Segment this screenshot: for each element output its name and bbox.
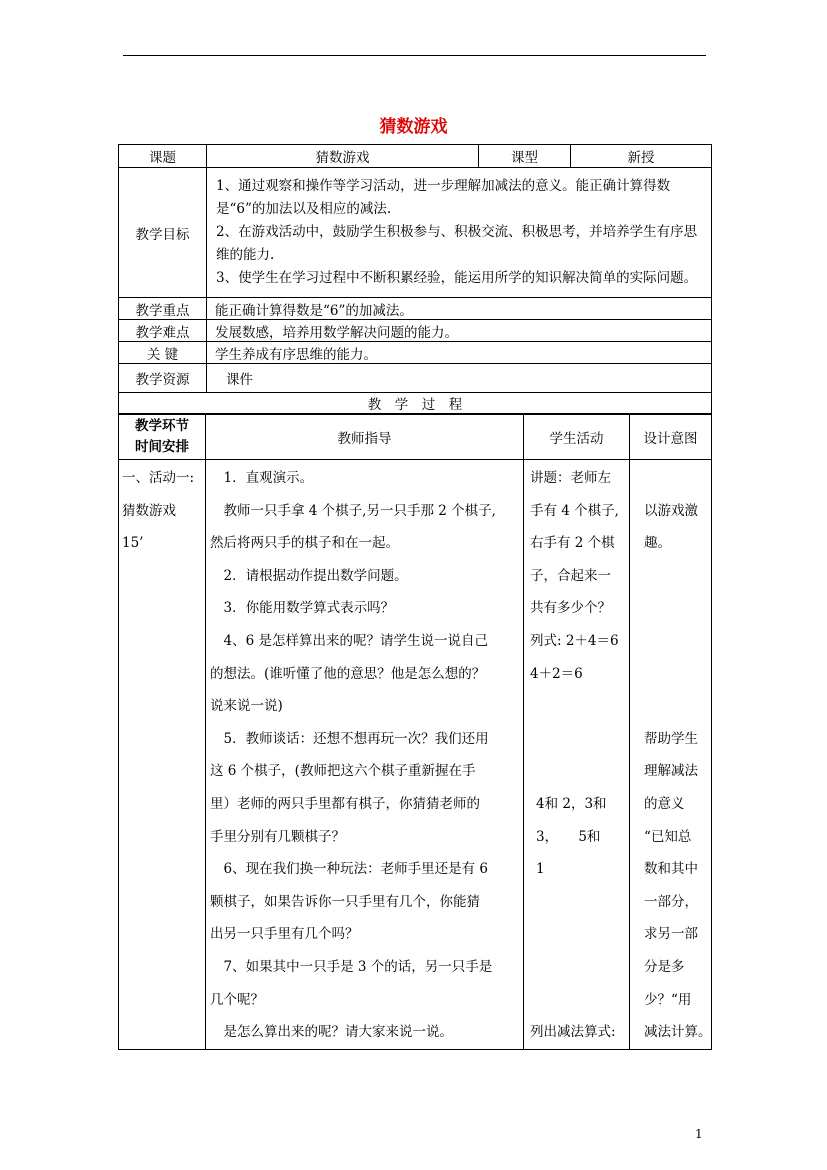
header-rule [123,55,706,56]
student-spacer [530,918,629,951]
teacher-line: 5．教师谈话：还想不想再玩一次？我们还用 [210,730,489,747]
intent-line: 理解减法 [644,763,698,780]
teacher-line: 然后将两只手的棋子和在一起。 [210,535,399,552]
student-line: 讲题：老师左 [530,470,611,486]
teacher-line: 出另一只手里有几个吗？ [210,926,359,943]
lesson-info-table [118,144,712,414]
intent-line: “已知总 [644,828,692,845]
student-spacer [530,755,629,788]
type-label: 课型 [479,145,571,168]
goals-label: 教学目标 [119,168,207,298]
teacher-guidance-cell [206,460,524,1050]
teacher-line: 的想法。(谁听懂了他的意思？他是怎么想的？ [210,665,486,682]
intent-spacer [644,560,711,593]
intent-spacer [644,592,711,625]
student-header: 学生活动 [524,415,630,460]
intent-line: 减法计算。 [644,1024,712,1041]
stage-line: 一、活动一: [122,470,195,486]
intent-header: 设计意图 [630,415,712,460]
difficulty-label: 教学难点 [119,320,207,342]
type-value: 新授 [571,145,712,168]
design-intent-cell [630,460,712,1050]
teacher-line: 是怎么算出来的呢？请大家来说一说。 [210,1024,453,1041]
teacher-line: 手里分别有几颗棋子？ [210,828,345,845]
teacher-line: 里）老师的两只手里都有棋子，你猜猜老师的 [210,795,480,812]
intent-line: 一部分， [644,893,698,910]
student-spacer [530,951,629,984]
teacher-line: 几个呢？ [210,991,264,1008]
intent-line: 帮助学生 [644,730,698,747]
stage-header-line-2: 时间安排 [135,439,189,455]
difficulty-value: 发展数感，培养用数学解决问题的能力。 [207,320,712,342]
teacher-line: 这 6 个棋子，(教师把这六个棋子重新握在手 [210,763,476,780]
stage-cell [119,460,206,1050]
student-line: 右手有 2 个棋 [530,535,615,552]
student-line: 4和 2，3和 [536,795,607,812]
teacher-line: 教师一只手拿 4 个棋子,另一只手那 2 个棋子, [210,502,496,519]
intent-spacer [644,690,711,723]
teacher-line: 说来说一说) [210,698,283,715]
intent-spacer [644,625,711,658]
teacher-line: 7、如果其中一只手是 3 个的话，另一只手是 [210,958,493,975]
key-value: 学生养成有序思维的能力。 [207,342,712,364]
process-table [118,414,712,1050]
student-line: 列式: 2＋4＝6 [530,632,619,649]
student-line: 1 [536,861,545,878]
teacher-line: 颗棋子，如果告诉你一只手里有几个，你能猜 [210,893,480,910]
goal-2: 2、在游戏活动中，鼓励学生积极参与、积极交流、积极思考，并培养学生有序思维的能力. [216,224,698,263]
teacher-line: 1．直观演示。 [210,470,314,486]
student-line: 4＋2＝6 [530,665,583,682]
page-number: 1 [695,1127,703,1141]
student-line: 手有 4 个棋子, [530,502,619,519]
stage-header [119,415,206,460]
stage-line: 15’ [122,535,144,552]
student-spacer [530,984,629,1017]
process-banner: 教 学 过 程 [119,393,712,414]
resource-value: 课件 [207,364,712,393]
stage-line: 猜数游戏 [122,502,176,519]
teacher-line: 4、6 是怎样算出来的呢？请学生说一说自己 [210,632,488,649]
page-title: 猜数游戏 [379,117,448,137]
intent-spacer [644,462,711,495]
goals-cell [207,168,712,298]
goal-3: 3、使学生在学习过程中不断积累经验，能运用所学的知识解决简单的实际问题。 [216,270,698,286]
intent-line: 求另一部 [644,926,698,943]
student-activity-cell [524,460,630,1050]
teacher-line: 3．你能用数学算式表示吗？ [210,600,395,617]
focus-value: 能正确计算得数是“6”的加减法。 [207,298,712,320]
teacher-line: 2．请根据动作提出数学问题。 [210,567,408,584]
key-label: 关 键 [119,342,207,364]
teacher-line: 6、现在我们换一种玩法：老师手里还是有 6 [210,861,488,878]
student-line: 共有多少个？ [530,600,611,617]
intent-line: 的意义 [644,795,685,812]
intent-line: 趣。 [644,535,671,552]
student-spacer [530,723,629,756]
student-line: 子，合起来一 [530,567,611,584]
topic-label: 课题 [119,145,207,168]
stage-header-line-1: 教学环节 [135,418,189,434]
intent-line: 分是多 [644,958,685,975]
intent-line: 少？“用 [644,991,692,1008]
student-line: 列出减法算式: [530,1024,616,1041]
student-spacer [530,886,629,919]
intent-line: 数和其中 [644,861,698,878]
resource-label: 教学资源 [119,364,207,393]
student-line: 3， 5和 [536,828,601,845]
topic-value: 猜数游戏 [207,145,479,168]
intent-spacer [644,658,711,691]
goal-1: 1、通过观察和操作等学习活动，进一步理解加减法的意义。能正确计算得数是“6”的加法以及相应的减法. [216,178,671,217]
intent-line: 以游戏激 [644,502,698,519]
student-spacer [530,690,629,723]
teacher-header: 教师指导 [206,415,524,460]
focus-label: 教学重点 [119,298,207,320]
